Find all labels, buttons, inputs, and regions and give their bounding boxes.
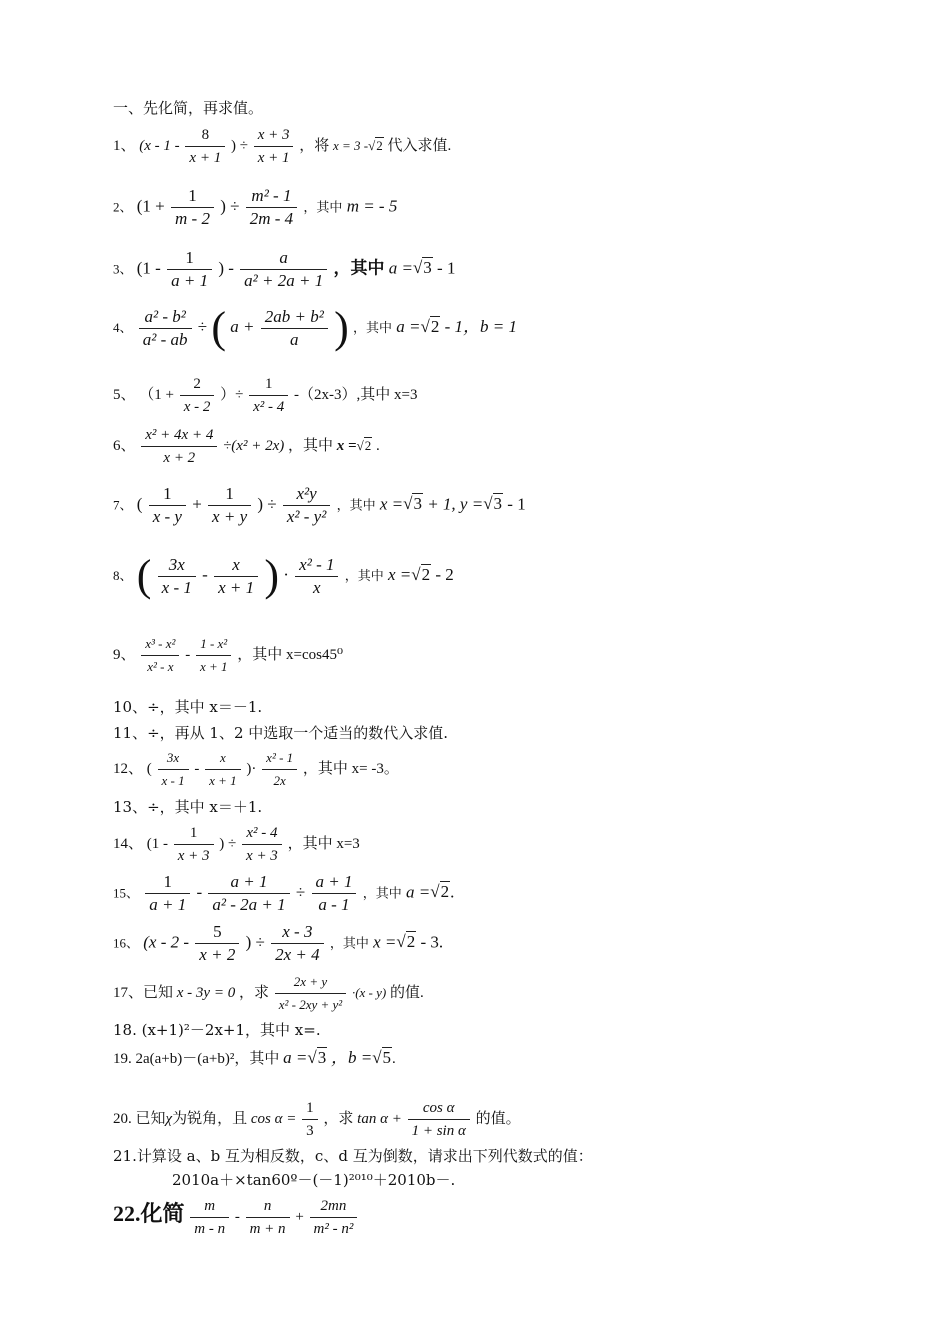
fraction: $\frac{8}{x + 1}$ (185, 125, 225, 168)
fraction: $\frac{1}{x + y}$ (208, 484, 251, 527)
sqrt: √2 (396, 932, 416, 952)
problem-21-text: 21.计算设 a、b 互为相反数，c、d 互为倒数，请求出下列代数式的值： (113, 1147, 593, 1165)
problem-16: 16、 (x - 2 - $\frac{5}{x + 2}$ ) ÷ $\frac{x - 3}{2x + 4}$ ，其中 x =√2 - 3. (113, 922, 444, 964)
problem-7: 7、 ( $\frac{1}{x - y}$ + $\frac{1}{x + y}$ ) ÷ $\frac{\text{x²y}}{\text{x² - y²}}$ ，其中 x =√3 + 1, y =√3 - 1 (113, 484, 526, 526)
fraction: $\frac{\text{x³ - x²}}{\text{x² - x}}$ (141, 634, 179, 677)
problem-4: 4、 $\frac{\text{a² - b²}}{\text{a² - ab}}$ ÷ ( a + $\frac{\text{2ab + b²}}{a}$ ) ，其中 a =√2 - 1，b = 1 (113, 303, 517, 352)
sqrt: √2 (430, 882, 450, 902)
fraction: $\frac{1}{x + 3}$ (174, 823, 214, 866)
fraction: $\frac{\text{m² - 1}}{2m - 4}$ (246, 186, 297, 229)
problem-12: 12、 ( $\frac{3x}{x - 1}$ - $\frac{x}{x + 1}$ )· $\frac{\text{x² - 1}}{2x}$ ，其中 x= -3。 (113, 748, 399, 791)
fraction: $\frac{\text{x² + 4x + 4}}{x + 2}$ (141, 425, 217, 468)
fraction: $\frac{\text{x² - 1}}{x}$ (295, 555, 338, 598)
problem-13: 13、÷，其中 x＝＋1. (113, 798, 263, 816)
sqrt: √3 (403, 494, 422, 514)
sqrt: √3 (412, 258, 432, 278)
sqrt: √3 (307, 1048, 327, 1067)
fraction: $\frac{a}{\text{a² + 2a + 1}}$ (240, 248, 327, 291)
fraction: $\frac{x}{x + 1}$ (205, 748, 241, 791)
fraction: $\frac{2x + y}{\text{x² - 2xy + y²}}$ (275, 972, 346, 1015)
fraction: $\frac{\text{1 - x²}}{x + 1}$ (196, 634, 232, 677)
fraction: $\frac{\text{x² - 1}}{2x}$ (262, 748, 297, 791)
problem-5: 5、 （1 + $\frac{2}{x - 2}$ ）÷ $\frac{1}{\text{x² - 4}}$ -（2x-3）,其中 x=3 (113, 376, 418, 415)
problem-18: 18. (x+1)²－2x+1，其中 x=. (113, 1021, 321, 1039)
sqrt: √2 (368, 137, 383, 153)
fraction: $\frac{3x}{x - 1}$ (158, 555, 196, 598)
fraction: $\frac{x + 3}{x + 1}$ (254, 125, 294, 168)
fraction: $\frac{3x}{x - 1}$ (158, 748, 189, 791)
fraction: $\frac{\text{2ab + b²}}{a}$ (261, 307, 328, 350)
problem-20: 20. 已知χ为锐角，且 cos α = $\frac{1}{3}$ ，求 tan α + $\frac{\text{cos α}}{\text{1 + sin α}}$ 的值。 (113, 1100, 521, 1139)
fraction: $\frac{1}{3}$ (302, 1098, 318, 1141)
problem-1: 1、 (x - 1 - $\frac{8}{x + 1}$ ) ÷ $\frac{x + 3}{x + 1}$ ，将 x = 3 -√2 代入求值. (113, 127, 452, 166)
problem-21-expression: 2010a＋×tan60º－(－1)²⁰¹⁰＋2010b－. (172, 1171, 456, 1189)
problem-14: 14、 (1 - $\frac{1}{x + 3}$ ) ÷ $\frac{\text{x² - 4}}{x + 3}$ ，其中 x=3 (113, 825, 360, 864)
fraction: $\frac{1}{x - y}$ (149, 484, 186, 527)
sqrt: √5 (372, 1048, 392, 1067)
sqrt: √3 (483, 494, 503, 514)
fraction: $\frac{a + 1}{\text{a² - 2a + 1}}$ (208, 872, 289, 915)
problem-8: 8、 ( $\frac{3x}{x - 1}$ - $\frac{x}{x + 1}$ ) · $\frac{\text{x² - 1}}{x}$ ，其中 x =√2 - 2 (113, 551, 454, 600)
fraction: $\frac{5}{x + 2}$ (195, 922, 239, 965)
fraction: $\frac{2mn}{\text{m² - n²}}$ (310, 1196, 358, 1239)
problem-10: 10、÷，其中 x＝－1. (113, 698, 263, 716)
problem-15: 15、 $\frac{1}{a + 1}$ - $\frac{a + 1}{\text{a² - 2a + 1}}$ ÷ $\frac{a + 1}{a - 1}$ ，其中 a =√2. (113, 872, 455, 914)
fraction: $\frac{n}{m + n}$ (246, 1196, 290, 1239)
fraction: $\frac{\text{a² - b²}}{\text{a² - ab}}$ (139, 307, 192, 350)
fraction: $\frac{2}{x - 2}$ (180, 374, 215, 417)
sqrt: √2 (411, 564, 431, 584)
problem-6: 6、 $\frac{\text{x² + 4x + 4}}{x + 2}$ ÷(x² + 2x) ，其中 x =√2 . (113, 427, 380, 466)
fraction: $\frac{x - 3}{2x + 4}$ (271, 922, 324, 965)
fraction: $\frac{\text{cos α}}{\text{1 + sin α}}$ (408, 1098, 470, 1141)
fraction: $\frac{\text{x² - 4}}{x + 3}$ (242, 823, 282, 866)
fraction: $\frac{m}{m - n}$ (190, 1196, 229, 1239)
fraction: $\frac{a + 1}{a - 1}$ (312, 872, 357, 915)
fraction: $\frac{1}{\text{x² - 4}}$ (249, 374, 288, 417)
problem-9: 9、 $\frac{\text{x³ - x²}}{\text{x² - x}}$ - $\frac{\text{1 - x²}}{x + 1}$ ，其中 x=cos45⁰ (113, 634, 343, 677)
problem-19: 19. 2a(a+b)－(a+b)²，其中 a =√3 ，b =√5. (113, 1048, 396, 1067)
fraction: $\frac{x}{x + 1}$ (214, 555, 258, 598)
fraction: $\frac{\text{x²y}}{\text{x² - y²}}$ (283, 484, 330, 527)
problem-17: 17、已知 x - 3y = 0 ，求 $\frac{2x + y}{\text{x² - 2xy + y²}}$ ·(x - y) 的值. (113, 972, 424, 1015)
sqrt: √2 (356, 437, 372, 453)
section-heading: 一、先化简，再求值。 (113, 99, 264, 117)
sqrt: √2 (420, 316, 440, 336)
problem-2: 2、 (1 + $\frac{1}{m - 2}$ ) ÷ $\frac{\text{m² - 1}}{2m - 4}$ ，其中 m = - 5 (113, 186, 398, 228)
problem-22: 22.化简 $\frac{m}{m - n}$ - $\frac{n}{m + n}$ + $\frac{2mn}{\text{m² - n²}}$ (113, 1196, 359, 1239)
problem-3: 3、 (1 - $\frac{1}{a + 1}$ ) - $\frac{a}{\text{a² + 2a + 1}}$ ，其中 a =√3 - 1 (113, 248, 456, 290)
fraction: $\frac{1}{a + 1}$ (145, 872, 190, 915)
problem-11: 11、÷，再从 1、2 中选取一个适当的数代入求值. (113, 724, 449, 742)
fraction: $\frac{1}{m - 2}$ (171, 186, 214, 229)
fraction: $\frac{1}{a + 1}$ (167, 248, 212, 291)
